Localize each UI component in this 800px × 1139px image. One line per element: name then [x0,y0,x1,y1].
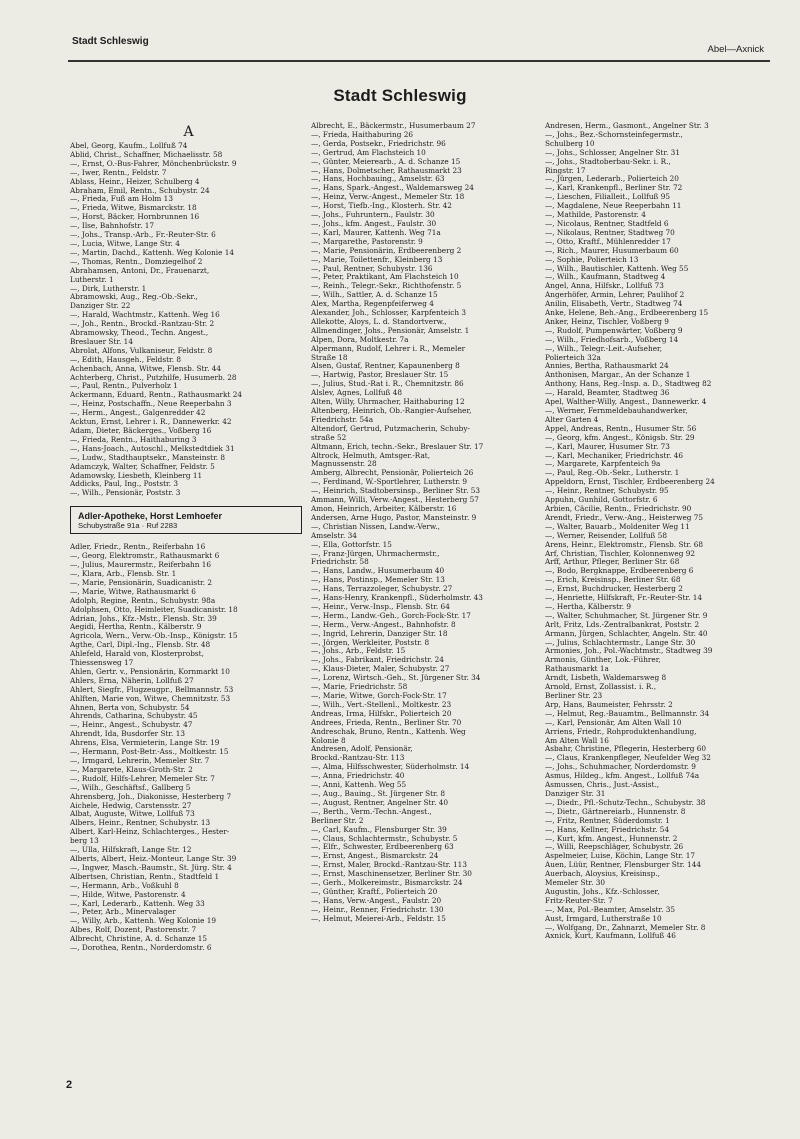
directory-entry: —, Otto, Kraftf., Mühlenredder 17 [545,237,671,246]
directory-entry: berg 13 [70,837,99,846]
directory-entry: —, Lieschen, Filialleit., Lollfuß 95 [545,193,671,202]
directory-entry: Albes, Rolf, Dozent, Pastorenstr. 7 [70,926,197,935]
directory-entry: Ablid, Christ., Schaffner, Michaelisstr. 58 [70,150,223,159]
directory-entry: —, Ernst, Maschinensetzer, Berliner Str. 30 [311,870,472,879]
directory-entry: —, Frieda, Rentn., Haithaburing 3 [70,435,197,444]
directory-entry: —, Lucia, Witwe, Lange Str. 4 [70,239,180,248]
directory-entry: Alexander, Joh., Schlosser, Karpfenteich 3 [311,309,467,318]
directory-entry: Adolphsen, Otto, Heimleiter, Suadicanistr. 18 [70,605,238,614]
directory-entry: —, Heinr., Rentner, Schubystr. 95 [545,487,669,496]
column-3 [545,122,782,941]
directory-entry: —, Hans, Terrazzoleger, Schubystr. 27 [311,585,453,594]
directory-entry: —, Franz-Jürgen, Uhrmachermstr., [311,549,440,558]
directory-entry: Ahnen, Berta von, Schubystr. 54 [70,703,190,712]
directory-entry: Amberg, Albrecht, Pensionär, Polierteich 26 [311,469,474,478]
directory-entry: —, Karl, Mechaniker, Friedrichstr. 46 [545,451,683,460]
directory-entry: —, Wilh., Sattler, A. d. Schanze 15 [311,291,438,300]
directory-entry: Arf, Christian, Tischler, Kolonnenweg 92 [545,549,695,558]
directory-entry: —, Karl, Pensionär, Am Alten Wall 10 [545,718,682,727]
directory-entry: —, Ferdinand, W.-Sportlehrer, Lutherstr. 9 [311,478,468,487]
directory-entry: —, Nicolaus, Rentner, Stadtfeld 6 [545,219,669,228]
directory-entry: Abramowsky, Theod., Techn. Angest., [70,329,209,338]
directory-entry: —, Johs., kfm. Angest., Faulstr. 30 [311,219,437,228]
directory-entry: Altmann, Erich, techn.-Sekr., Breslauer Str. 17 [311,442,484,451]
directory-entry: —, Helmut, Reg.-Bauamtm., Bellmannstr. 34 [545,709,710,718]
directory-entry: —, Gerh., Molkereimstr., Bismarckstr. 24 [311,879,463,888]
directory-entry: Ahrensberg, Joh., Diakonisse, Hesterberg 7 [70,792,232,801]
column-1 [70,122,307,953]
directory-entry: —, Lorenz, Wirtsch.-Geh., St. Jürgener Str. 34 [311,674,481,683]
directory-entry: Ablass, Heinr., Heizer, Schulberg 4 [70,177,200,186]
directory-entry: —, Horst, Bäcker, Hornbrunnen 16 [70,213,200,222]
directory-entry: —, Willy, Arb., Kattenh. Weg Kolonie 19 [70,917,217,926]
directory-entry: —, Heinr., Angest., Schubystr. 47 [70,721,193,730]
directory-entry: —, Ernst, O.-Bus-Fahrer, Mönchenbrückstr. 9 [70,159,237,168]
directory-entry: Adamowsky, Liesbeth, Kleinberg 11 [70,471,203,480]
directory-entry: Arp, Hans, Baumeister, Fehrsstr. 2 [545,700,673,709]
directory-entry: Abramowski, Aug., Reg.-Ob.-Sekr., [70,293,198,302]
directory-entry: —, Ernst, Buchdrucker, Hesterberg 2 [545,585,683,594]
directory-entry: —, Aug., Bauing., St. Jürgener Str. 8 [311,789,446,798]
directory-entry: —, Henriette, Hilfskraft, Fr.-Reuter-Str. 14 [545,594,703,603]
directory-entry: Arff, Arthur, Pfleger, Berliner Str. 68 [545,558,680,567]
directory-entry: —, Hans, Verw.-Angest., Faulstr. 20 [311,896,442,905]
column-2 [311,122,548,924]
directory-entry: —, Hilde, Witwe, Pastorenstr. 4 [70,890,186,899]
directory-entry: Aspelmeier, Luise, Köchin, Lange Str. 17 [545,852,695,861]
directory-entry: —, Marie, Witwe, Gorch-Fock-Str. 17 [311,692,447,700]
directory-entry: —, Paul, Rentn., Pulverholz 1 [70,382,178,391]
directory-entry: —, Hans, Landw., Husumerbaum 40 [311,567,445,576]
directory-entry: —, Johs., Fuhruntern., Faulstr. 30 [311,211,435,220]
header-rule [68,60,770,62]
directory-entry: —, Herm., Verw.-Angest., Bahnhofstr. 8 [311,620,456,629]
directory-entry: Auen, Lüür, Rentner, Flensburger Str. 144 [545,861,701,870]
directory-entry: Alpermann, Rudolf, Lehrer i. R., Memeler [311,344,466,353]
directory-entry: Alpen, Dora, Moltkestr. 7a [311,335,409,344]
advertisement-box [70,506,302,534]
directory-entry: Albertsen, Christian, Rentn., Stadtfeld 1 [70,872,220,881]
directory-entry: —, Julius, Maurermstr., Reiferbahn 16 [70,561,212,570]
directory-entry: —, Walter, Bauarb., Moldeniter Weg 11 [545,522,690,531]
directory-entry: —, Margarete, Karpfenteich 9a [545,460,661,469]
directory-entry: —, Marie, Witwe, Rathausmarkt 6 [70,587,196,596]
directory-entry: —, Hans, Hochbauing., Amselstr. 63 [311,175,445,184]
directory-entry: Asbahr, Christine, Pflegerin, Hesterberg 60 [545,745,706,754]
directory-entry: —, Erich, Kreisinsp., Berliner Str. 68 [545,576,681,585]
directory-entry: —, Margarete, Klaus-Groth-Str. 2 [70,765,193,774]
directory-entry: —, Ingwer, Masch.-Baumstr., St. Jürg. Str. 4 [70,863,232,872]
entry-list-1b [70,543,307,953]
ad-address-phone: Schubystraße 91a · Ruf 2283 [78,521,178,531]
directory-entry: Auerbach, Aloysius, Kreisinsp., [545,870,660,879]
directory-entry: Berliner Str. 2 [311,816,364,825]
directory-entry: Friedrichstr. 54a [311,415,374,424]
directory-entry: —, Wilh., Vert.-Stellenl., Moltkestr. 23 [311,700,452,709]
directory-entry: —, Johs., Schlosser, Angelner Str. 31 [545,148,680,157]
directory-entry: Achenbach, Anna, Witwe, Flensb. Str. 44 [70,364,222,373]
directory-entry: —, Hans, Spark.-Angest., Waldemarsweg 24 [311,184,474,193]
directory-entry: —, Werner, Fernmeldebauhandwerker, [545,407,688,415]
directory-entry: —, Karl, Maurer, Kattenh. Weg 71a [311,228,441,237]
directory-entry: —, Diedr., Pfl.-Schutz-Techn., Schubystr. 38 [545,798,706,807]
directory-entry: Arnold, Ernst, Zollassist. i. R., [545,683,657,692]
directory-entry: Schulberg 10 [545,139,595,148]
directory-entry: —, Wilh., Friedhofsarb., Voßberg 14 [545,335,679,344]
directory-entry: Ahrendt, Ida, Busdorfer Str. 13 [70,730,185,739]
directory-entry: Brockd.-Rantzau-Str. 113 [311,754,405,763]
directory-entry: Asmussen, Chris., Just.-Assist., [545,781,660,790]
directory-entry: —, Wilh., Pensionär, Poststr. 3 [70,489,181,498]
directory-entry: —, Hans, Kellner, Friedrichstr. 54 [545,825,670,834]
directory-entry: Appuhn, Gunhild, Gottorfstr. 6 [545,496,658,505]
running-header-right: Abel—Axnick [707,44,764,55]
directory-entry: Abraham, Emil, Rentn., Schubystr. 24 [70,186,210,195]
directory-entry: Friedrichstr. 58 [311,558,369,567]
directory-entry: —, Paul, Rentner, Schubystr. 136 [311,264,433,273]
directory-entry: —, Heinrich, Stadtobersinsp., Berliner Str. 53 [311,487,481,496]
directory-entry: Anthonisen, Margar., An der Schanze 1 [545,371,691,380]
directory-entry: —, Harald, Beamter, Stadtweg 36 [545,389,670,398]
page-title: Stadt Schleswig [333,86,467,105]
directory-entry: —, Herm., Angest., Galgenredder 42 [70,409,206,418]
directory-entry: Ahlften, Marie von, Witwe, Chemnitzstr. 53 [70,694,231,703]
directory-entry: —, Karl, Krankenpfl., Berliner Str. 72 [545,184,683,193]
directory-entry: Fritz-Reuter-Str. 7 [545,896,613,905]
directory-entry: —, Hartwig, Pastor, Breslauer Str. 15 [311,371,449,380]
directory-entry: —, Johs., Stadtoberbau-Sekr. i. R., [545,157,671,166]
directory-entry: Aichele, Hedwig, Carstensstr. 27 [70,801,192,810]
directory-entry: —, Hans-Joach., Autoschl., Melkstedtdiek 31 [70,444,235,453]
directory-entry: —, Paul, Reg.-Ob.-Sekr., Lutherstr. 1 [545,469,680,478]
directory-entry: Adrian, Johs., Kfz.-Mstr., Flensb. Str. 39 [70,614,217,623]
directory-entry: Apel, Walther-Willy, Angest., Dannewerkr. 4 [545,398,707,407]
directory-entry: Kolonie 8 [311,736,346,745]
directory-entry: —, Gerda, Postsekr., Friedrichstr. 96 [311,139,446,148]
directory-entry: —, Wilh., Kaufmann, Stadtweg 4 [545,273,666,282]
directory-entry: —, Frieda, Witwe, Bismarckstr. 18 [70,204,197,213]
directory-entry: —, Klaus-Dieter, Maler, Schubystr. 27 [311,665,450,674]
directory-entry: Albrecht, Christine, A. d. Schanze 15 [70,935,208,944]
directory-entry: Abrahamsen, Antoni, Dr., Frauenarzt, [70,266,210,275]
directory-entry: Amselstr. 34 [311,531,357,540]
directory-entry: —, Hertha, Kälberstr. 9 [545,602,631,611]
directory-entry: —, Julius, Stud.-Rat i. R., Chemnitzstr. 86 [311,380,464,389]
directory-entry: —, Günther, Kraftf., Polierteich 20 [311,887,438,896]
directory-entry: —, Reinh., Telegr.-Sekr., Richthofenstr. 5 [311,282,462,291]
directory-entry: —, Anni, Kattenh. Weg 55 [311,781,407,790]
directory-entry: —, Heinz, Verw.-Angest., Memeler Str. 18 [311,193,465,202]
directory-entry: —, Margarethe, Pastorenstr. 9 [311,237,423,246]
directory-entry: —, Julius, Schlachtermstr., Lange Str. 30 [545,638,696,647]
directory-entry: Am Alten Wall 16 [545,736,609,745]
directory-entry: Abel, Georg, Kaufm., Lollfuß 74 [70,142,188,150]
directory-entry: —, Elfr., Schwester, Erdbeerenberg 63 [311,843,454,852]
directory-entry: —, Sophie, Polierteich 13 [545,255,639,264]
directory-entry: —, Marie, Pensionärin, Suadicanistr. 2 [70,578,212,587]
page-number: 2 [66,1079,73,1091]
directory-entry: —, Hans, Dolmetscher, Rathausmarkt 23 [311,166,462,175]
directory-entry: Adolph, Regine, Rentn., Schubystr. 98a [70,596,216,605]
directory-entry: Ahrens, Elsa, Vermieterin, Lange Str. 19 [70,739,220,748]
directory-entry: Arendt, Friedr., Verw.-Ang., Heisterweg 75 [545,513,704,522]
directory-entry: Appel, Andreas, Rentn., Husumer Str. 56 [545,424,697,433]
directory-entry: —, Johs., Transp.-Arb., Fr.-Reuter-Str. 6 [70,231,216,240]
directory-entry: Aust, Irmgard, Lutherstraße 10 [545,914,662,923]
directory-entry: —, Günter, Meierearb., A. d. Schanze 15 [311,157,461,166]
directory-entry: —, Thomas, Rentn., Domziegelhof 2 [70,257,203,266]
directory-entry: —, Christian Nissen, Landw.-Verw., [311,522,440,531]
directory-entry: Arbien, Cäcilie, Rentn., Friedrichstr. 90 [545,504,692,513]
directory-entry: Arriens, Friedr., Rohproduktenhandlung, [545,727,697,736]
directory-entry: Albers, Heinr., Rentner, Schubystr. 13 [70,819,211,828]
directory-entry: Arens, Heinr., Elektromstr., Flensb. Str. 68 [545,540,703,549]
directory-entry: —, Carl, Kaufm., Flensburger Str. 39 [311,825,447,834]
directory-entry: Ahlert, Siegfr., Flugzeugpr., Bellmannstr. 53 [70,685,234,694]
ad-business-name: Adler-Apotheke, Horst Lemhoefer [78,511,223,522]
directory-entry: —, Marie, Pensionärin, Erdbeerenberg 2 [311,246,462,255]
directory-entry: —, Ernst, Maler, Brockd.-Rantzau-Str. 113 [311,861,467,870]
directory-entry: —, Peter, Arb., Minervalager [70,908,176,917]
directory-entry: Alter Garten 4 [545,415,599,424]
directory-entry: —, Jürgen, Lederarb., Polierteich 20 [545,175,679,184]
directory-entry: —, Dorothea, Rentn., Norderdomstr. 6 [70,944,212,953]
directory-entry: —, Heinr., Verw.-Insp., Flensb. Str. 64 [311,602,450,611]
directory-entry: —, Iwer, Rentn., Feldstr. 7 [70,168,167,177]
directory-entry: Alten, Willy, Uhrmacher, Haithaburing 12 [311,398,465,407]
directory-entry: —, Heinz, Postschaffn., Neue Reeperbahn 3 [70,400,232,409]
directory-entry: —, Wolfgang, Dr., Zahnarzt, Memeler Str. 8 [545,923,706,932]
directory-entry: Alsen, Gustaf, Rentner, Kapaunenberg 8 [311,362,460,371]
directory-entry: —, Rudolf, Pumpenwärter, Voßberg 9 [545,326,683,335]
directory-entry: Angel, Anna, Hilfskr., Lollfuß 73 [545,282,664,291]
directory-entry: Abrolat, Alfons, Vulkaniseur, Feldstr. 8 [70,346,213,355]
directory-entry: —, Gertrud, Am Flachsteich 10 [311,148,426,157]
directory-entry: —, Bodo, Bergknappe, Erdbeerenberg 6 [545,567,694,576]
directory-entry: Ackermann, Eduard, Rentn., Rathausmarkt 24 [70,391,242,400]
directory-entry: —, Klara, Arb., Flensb. Str. 1 [70,569,177,578]
directory-entry: Aegidi, Hertha, Rentn., Kälberstr. 9 [70,623,202,632]
directory-entry: —, Claus, Krankenpfleger, Neufelder Weg 32 [545,754,711,763]
directory-entry: Adamczyk, Walter, Schaffner, Feldstr. 5 [70,462,215,471]
directory-entry: —, Joh., Rentn., Brockd.-Rantzau-Str. 2 [70,320,215,329]
running-header-left: Stadt Schleswig [72,36,149,47]
directory-entry: Polierteich 32a [545,353,601,362]
directory-entry: —, Claus, Schlachtermstr., Schubystr. 5 [311,834,458,843]
directory-entry: Lutherstr. 1 [70,275,114,284]
directory-entry: straße 52 [311,433,347,442]
directory-entry: Ahlers, Erna, Näherin, Lollfuß 27 [70,676,194,685]
directory-entry: —, Magdalene, Neue Reeperbahn 11 [545,202,682,211]
directory-entry: Andreschak, Bruno, Rentn., Kattenh. Weg [311,727,466,736]
directory-entry: Armonis, Günther, Lok.-Führer, [545,656,661,665]
directory-entry: —, Werner, Reisender, Lollfuß 58 [545,531,667,540]
directory-entry: —, Dirk, Lutherstr. 1 [70,284,147,293]
directory-entry: —, Herm., Landw.-Geh., Gorch-Fock-Str. 17 [311,611,471,620]
directory-entry: Appeldorn, Ernst, Tischler, Erdbeerenberg 24 [545,478,715,487]
directory-entry: Adler, Friedr., Rentn., Reiferbahn 16 [70,543,206,552]
directory-entry: —, Ulla, Hilfskraft, Lange Str. 12 [70,846,192,855]
directory-entry: Breslauer Str. 14 [70,337,133,346]
directory-entry: —, Horst, Tiefb.-Ing., Klosterh. Str. 42 [311,202,452,211]
directory-entry: Armann, Jürgen, Schlachter, Angeln. Str. 40 [545,629,708,638]
directory-entry: —, Marie, Toilettenfr., Kleinberg 13 [311,255,443,264]
directory-entry: —, Georg, kfm. Angest., Königsb. Str. 29 [545,433,695,442]
directory-entry: Thiessensweg 17 [70,659,134,668]
directory-entry: Addicks, Paul, Ing., Poststr. 3 [70,480,178,489]
directory-entry: Anker, Heinz, Tischler, Voßberg 9 [545,317,669,326]
directory-entry: Danziger Str. 31 [545,789,606,798]
directory-entry: Ahlefeld, Harald von, Klosterprobst, [70,650,204,659]
directory-entry: Altenberg, Heinrich, Ob.-Rangier-Aufseher, [311,407,472,415]
directory-entry: —, Johs., Schuhmacher, Norderdomstr. 9 [545,763,696,772]
directory-entry: —, Frieda, Haithaburing 26 [311,130,413,139]
directory-entry: Anthony, Hans, Reg.-Insp. a. D., Stadtweg 82 [545,380,712,389]
directory-entry: —, Rudolf, Hilfs-Lehrer, Memeler Str. 7 [70,774,215,783]
directory-entry: Annies, Bertha, Rathausmarkt 24 [545,362,669,371]
directory-entry: Arlt, Fritz, Lds.-Zentralbankrat, Poststr. 2 [545,620,700,629]
directory-entry: —, Edith, Hausgeh., Feldstr. 8 [70,355,181,364]
directory-entry: —, Ingrid, Lehrerin, Danziger Str. 18 [311,629,448,638]
directory-entry: —, Fritz, Rentner, Süderdomstr. 1 [545,816,670,825]
directory-entry: Albat, Auguste, Witwe, Lollfuß 73 [70,810,195,819]
directory-entry: Anke, Helene, Beh.-Ang., Erdbeerenberg 15 [545,309,709,318]
directory-entry: —, Johs., Arb., Feldstr. 15 [311,647,406,656]
directory-entry: Achterberg, Christ., Putzhilfe, Husumerb. 28 [70,373,237,382]
directory-entry: —, Irmgard, Lehrerin, Memeler Str. 7 [70,757,210,765]
directory-entry: Altendorf, Gertrud, Putzmacherin, Schuby- [311,424,470,433]
directory-entry: —, Ernst, Angest., Bismarckstr. 24 [311,852,439,861]
directory-entry: —, Harald, Wachtmstr., Kattenh. Weg 16 [70,311,220,320]
directory-entry: Acktun, Ernst, Lehrer i. R., Dannewerkr. 42 [70,418,232,427]
directory-entry: —, Karl, Lederarb., Kattenh. Weg 33 [70,899,205,908]
directory-entry: Andreas, Irma, Hilfskr., Polierteich 20 [311,709,452,718]
directory-entry: —, Rich., Maurer, Husumerbaum 60 [545,246,679,255]
directory-entry: —, August, Rentner, Angelner Str. 40 [311,798,449,807]
directory-entry: Andrees, Frieda, Rentn., Berliner Str. 70 [311,718,462,727]
directory-entry: —, Dietr., Gärtnereiarb., Hunnenstr. 8 [545,807,686,816]
directory-entry: —, Berth., Verm.-Techn.-Angest., [311,807,432,816]
entry-list-3 [545,122,782,941]
directory-entry: —, Heinr., Renner, Friedrichstr. 130 [311,905,444,914]
directory-entry: —, Nikolaus, Rentner, Stadtweg 70 [545,228,675,237]
directory-entry: —, Hermann, Post-Betr.-Ass., Moltkestr. 15 [70,748,229,757]
directory-entry: Ringstr. 17 [545,166,586,175]
directory-entry: Altrock, Helmuth, Amtsger.-Rat, [311,451,431,460]
entry-list-2 [311,122,548,924]
directory-entry: Anilin, Elisabeth, Vertr., Stadtweg 74 [545,300,683,309]
directory-entry: —, Ludw., Stadthauptsekr., Mansteinstr. 8 [70,453,226,462]
directory-entry: Arndt, Lisbeth, Waldemarsweg 8 [545,674,667,683]
directory-entry: Danziger Str. 22 [70,302,131,311]
directory-entry: Alslev, Agnes, Lollfuß 48 [311,389,403,398]
directory-entry: —, Hermann, Arb., Voßkuhl 8 [70,881,179,890]
directory-entry: —, Karl, Maurer, Husumer Str. 73 [545,442,670,451]
directory-entry: Ahlen, Gertr. v., Pensionärin, Kornmarkt 10 [70,667,230,676]
directory-entry: —, Wilh., Telegr.-Leit.-Aufseher, [545,344,663,353]
directory-entry: —, Martin, Dachd., Kattenh. Weg Kolonie 14 [70,248,235,257]
directory-entry: Andersen, Arne Hugo, Pastor, Mansteinstr. 9 [311,513,477,522]
directory-entry: —, Johs., Fabrikant, Friedrichstr. 24 [311,656,444,665]
directory-entry: Armonies, Joh., Pol.-Wachtmstr., Stadtweg 39 [545,647,713,656]
directory-entry: Adam, Dieter, Bäckerges., Voßberg 16 [70,427,212,435]
directory-entry: —, Peter, Praktikant, Am Flachsteich 10 [311,273,459,282]
directory-entry: Ahrends, Catharina, Schubystr. 45 [70,712,198,721]
directory-entry: —, Alma, Hilfsschwester, Süderholmstr. 14 [311,763,470,772]
directory-entry: —, Ilse, Bahnhofstr. 17 [70,222,155,231]
directory-entry: Alex, Martha, Regenpfeiferweg 4 [311,300,434,309]
directory-entry: —, Jörgen, Werkleiter, Poststr. 8 [311,638,430,647]
directory-entry: —, Ella, Gottorfstr. 15 [311,540,392,549]
directory-entry: Axnick, Kurt, Kaufmann, Lollfuß 46 [545,932,676,941]
directory-entry: Alberts, Albert, Heiz.-Monteur, Lange Str. 39 [70,854,237,863]
directory-entry: Allekotte, Aloys, L. d. Standortverw., [311,317,447,326]
directory-entry: Andresen, Herm., Gasmont., Angelner Str. 3 [545,122,709,130]
directory-entry: Agthe, Carl, Dipl.-Ing., Flensb. Str. 48 [70,641,211,650]
directory-entry: —, Georg, Elektromstr., Rathausmarkt 6 [70,552,220,561]
directory-entry: —, Walter, Schuhmacher, St. Jürgener Str. 9 [545,611,708,620]
directory-entry: —, Helmut, Meierei-Arb., Feldstr. 15 [311,914,446,923]
directory-entry: Memeler Str. 30 [545,879,606,888]
directory-entry: —, Marie, Friedrichstr. 58 [311,683,408,692]
directory-entry: —, Wilh., Geschäftsf., Gallberg 5 [70,783,191,792]
directory-entry: —, Kurt, kfm. Angest., Hunnenstr. 2 [545,834,678,843]
directory-entry: —, Hans, Postinsp., Memeler Str. 13 [311,576,445,585]
directory-entry: Amon, Heinrich, Arbeiter, Kälberstr. 16 [311,504,457,513]
directory-entry: —, Willi, Reepschläger, Schubystr. 26 [545,843,684,852]
directory-entry: —, Frieda, Fuß am Holm 13 [70,195,173,204]
directory-entry: Augustin, Johs., Kfz.-Schlosser, [545,887,660,896]
directory-entry: —, Hans-Henry, Krankenpfl., Süderholmstr. 43 [311,594,483,603]
directory-entry: Angerhöfer, Armin, Lehrer, Paulihof 2 [545,291,685,300]
entry-list-1a [70,142,307,498]
directory-entry: Albert, Karl-Heinz, Schlachterges., Hester- [70,828,230,837]
directory-entry: Asmus, Hildeg., kfm. Angest., Lollfuß 74a [545,772,700,781]
directory-entry: Agricola, Wern., Verw.-Ob.-Insp., Königstr. 15 [70,632,238,641]
directory-entry: Albrecht, E., Bäckermstr., Husumerbaum 27 [311,122,476,130]
directory-entry: Ammann, Willi, Verw.-Angest., Hesterberg 57 [311,496,479,505]
directory-entry: Magnussenstr. 28 [311,460,377,469]
directory-entry: —, Wilh., Bautischler, Kattenh. Weg 55 [545,264,689,273]
directory-entry: —, Max, Pol.-Beamter, Amselstr. 35 [545,905,676,914]
directory-entry: Rathausmarkt 1a [545,665,609,674]
directory-entry: —, Johs., Bez.-Schornsteinfegermstr., [545,130,683,139]
directory-entry: Straße 18 [311,353,348,362]
directory-entry: Allmendinger, Johs., Pensionär, Amselstr. 1 [311,326,470,335]
directory-entry: —, Mathilde, Pastorenstr. 4 [545,211,646,220]
directory-entry: Berliner Str. 23 [545,692,603,700]
section-letter: A [183,124,194,140]
directory-entry: Andresen, Adolf, Pensionär, [311,745,413,754]
directory-entry: —, Anna, Friedrichstr. 40 [311,772,405,781]
